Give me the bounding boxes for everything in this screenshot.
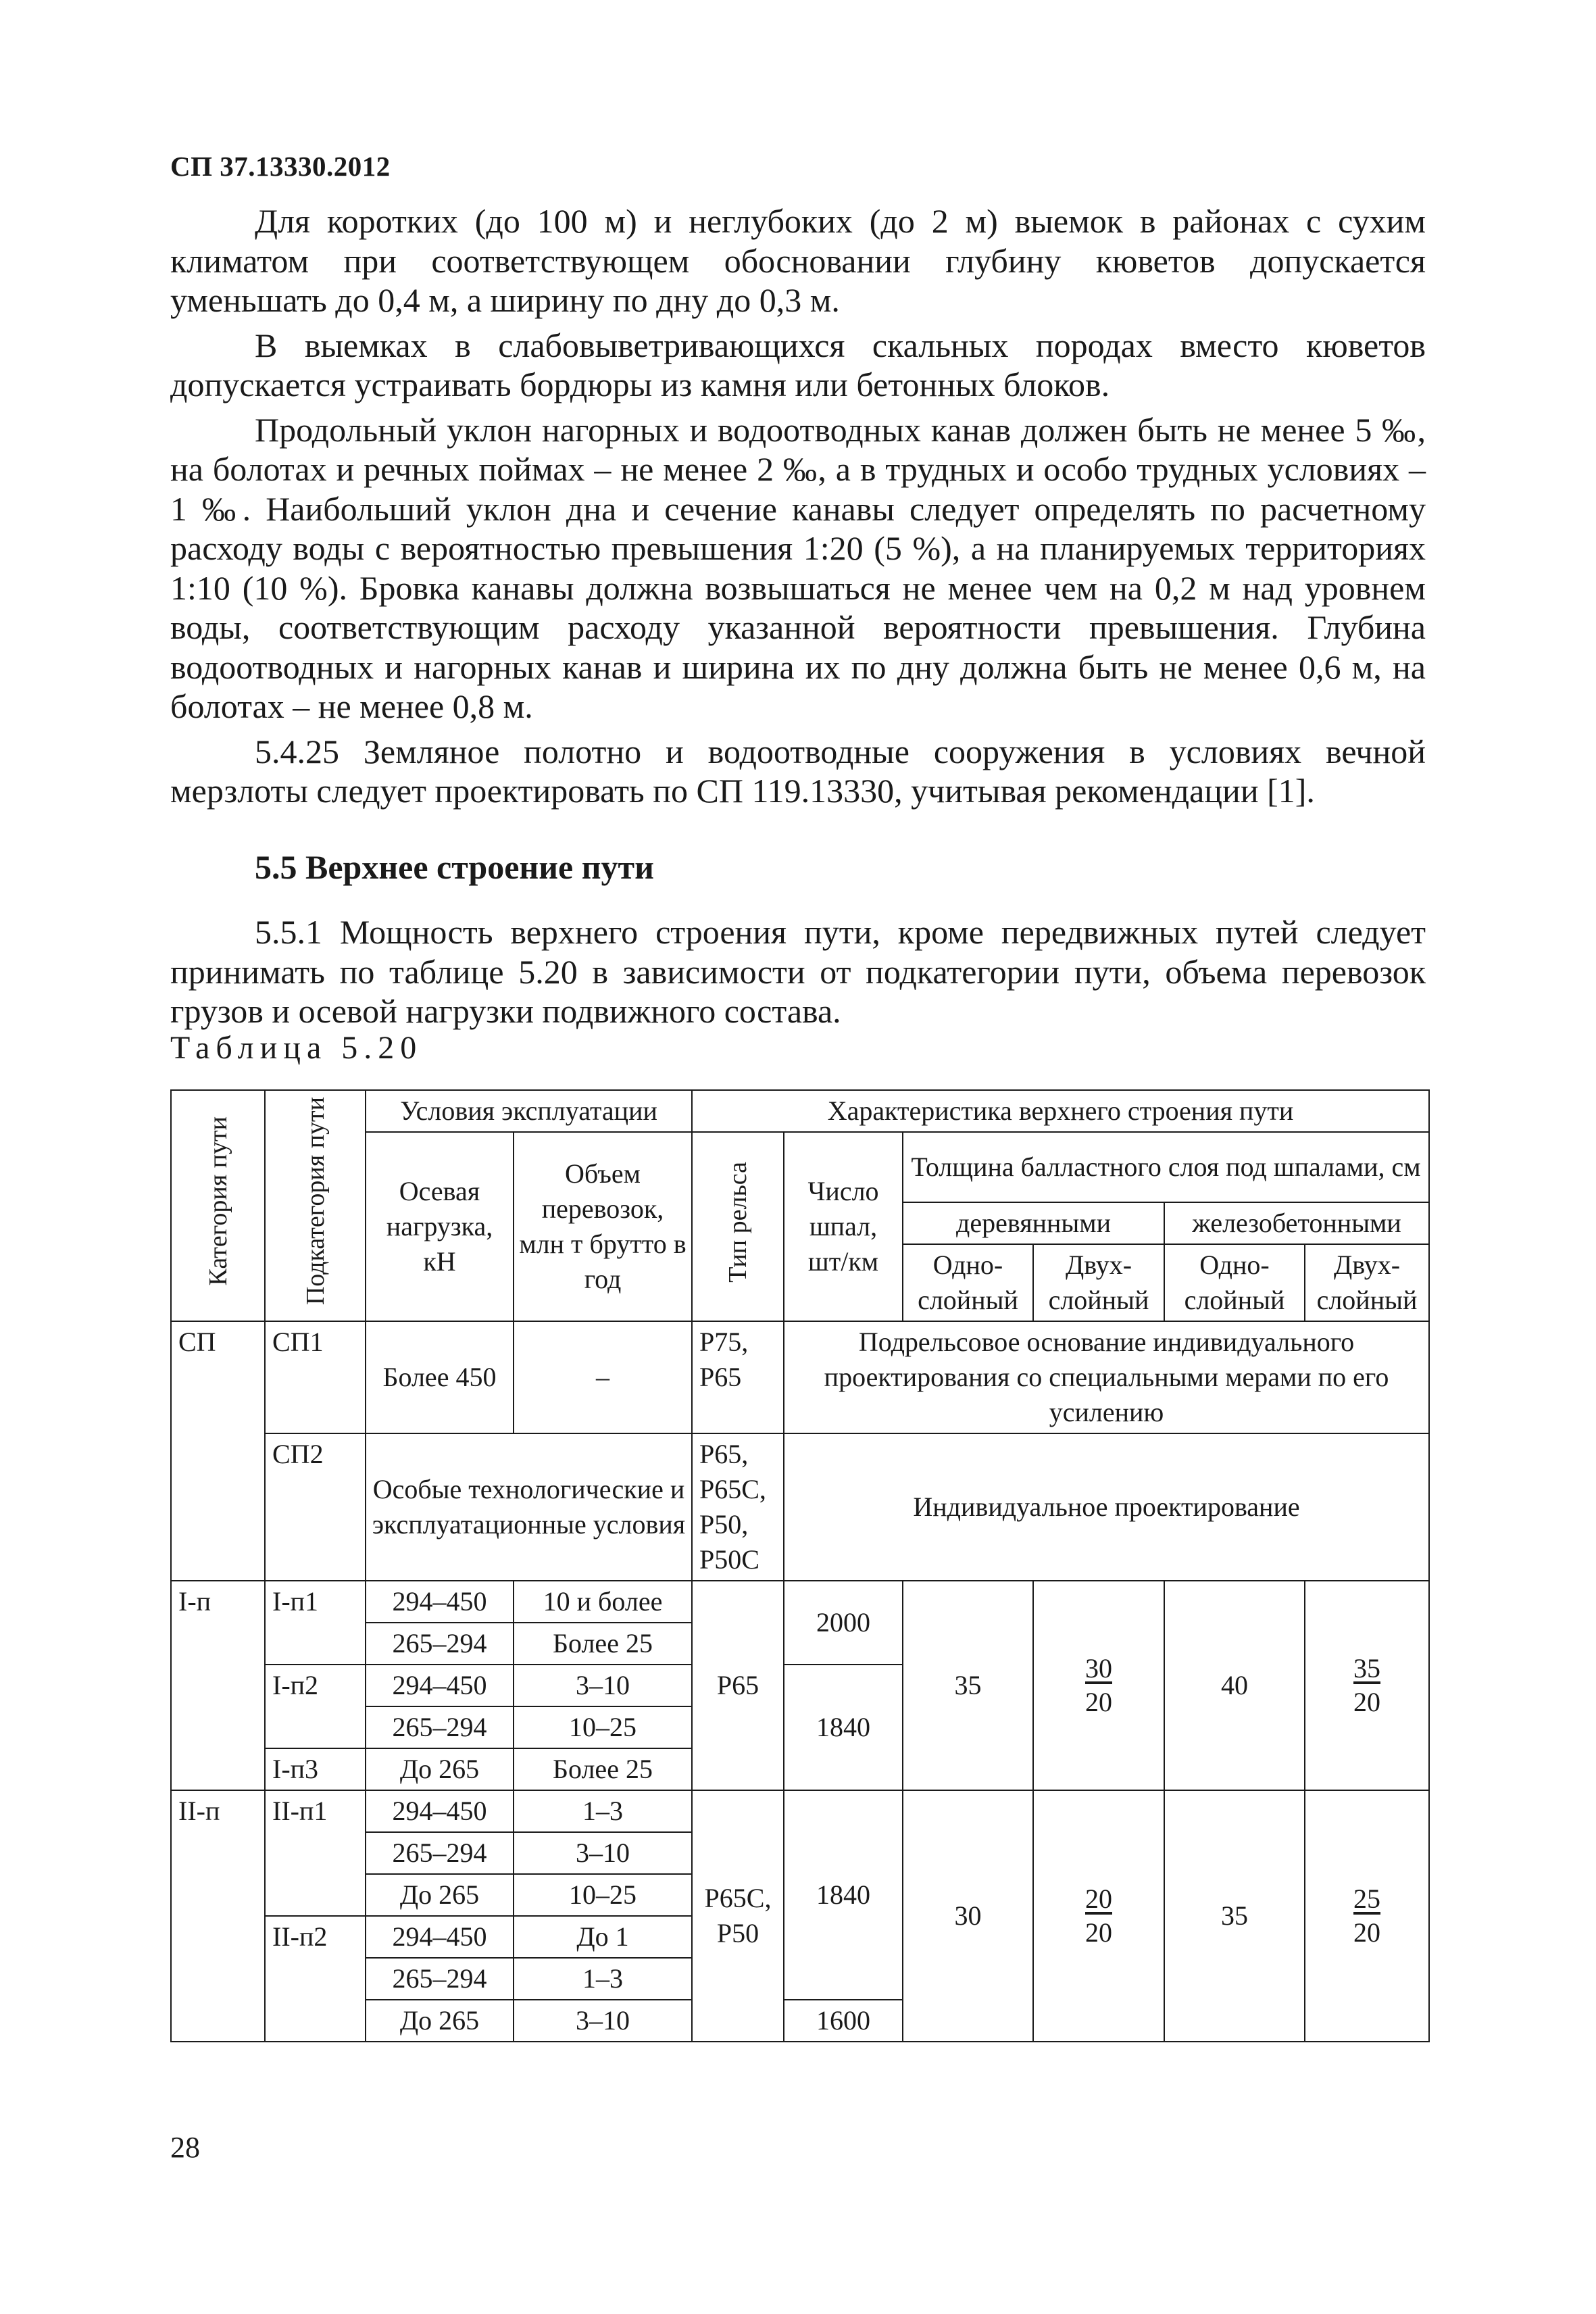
table-cell-axle-load: 294–450 — [366, 1790, 514, 1832]
table-cell-axle-load: 265–294 — [366, 1832, 514, 1874]
sp1-design-note: Подрельсовое основание индивидуального проектирования со специальными мерами по его усилению — [784, 1321, 1429, 1433]
paragraph-short-cuttings: Для коротких (до 100 м) и неглубоких (до 2 м) выемок в районах с сухим климатом при соответствующем обосновании глубину кюветов допускается уменьшать до 0,4 м, а ширину по дну до 0,3 м. — [170, 202, 1426, 319]
subcategory-sp1: СП1 — [265, 1321, 366, 1433]
header-concrete-double-layer: Двух-слойный — [1305, 1244, 1429, 1321]
table-cell-axle-load: До 265 — [366, 1748, 514, 1790]
sp2-rail-type: Р65, Р65С, Р50, Р50С — [692, 1433, 784, 1581]
ip-concrete-double-denominator: 20 — [1353, 1686, 1380, 1717]
subcategory-ip1: I-п1 — [265, 1581, 366, 1665]
subcategory-iip2: II-п2 — [265, 1916, 366, 2042]
page-number: 28 — [170, 2131, 200, 2164]
subcategory-sp2: СП2 — [265, 1433, 366, 1581]
header-concrete-single-layer: Одно-слойный — [1164, 1244, 1305, 1321]
iip-concrete-double-numerator: 25 — [1353, 1883, 1380, 1914]
ip-wood-double-denominator: 20 — [1085, 1686, 1112, 1717]
document-code-header: СП 37.13330.2012 — [170, 151, 391, 182]
sp2-conditions: Особые технологические и эксплуатационные условия — [366, 1433, 692, 1581]
subcategory-ip2: I-п2 — [265, 1665, 366, 1748]
iip-concrete-single: 35 — [1164, 1790, 1305, 2042]
header-concrete-sleepers: железобетонными — [1164, 1202, 1429, 1244]
category-sp: СП — [171, 1321, 265, 1581]
iip-concrete-double — [1305, 1790, 1429, 2042]
table-cell-traffic-volume: Более 25 — [514, 1748, 692, 1790]
table-cell-traffic-volume: 10 и более — [514, 1581, 692, 1623]
iip-wood-double-denominator: 20 — [1085, 1917, 1112, 1948]
table-cell-traffic-volume: 3–10 — [514, 1832, 692, 1874]
table-cell-axle-load: 294–450 — [366, 1581, 514, 1623]
category-iip: II-п — [171, 1790, 265, 2042]
ip-concrete-double-numerator: 35 — [1353, 1652, 1380, 1683]
ip-concrete-single: 40 — [1164, 1581, 1305, 1790]
iip-sleepers-1600: 1600 — [784, 2000, 903, 2042]
paragraph-longitudinal-slope: Продольный уклон нагорных и водоотводных канав должен быть не менее 5 ‰, на болотах и речных поймах – не менее 2 ‰, а в трудных и особо трудных условиях – 1 ‰. Наибольший уклон дна и сечение канавы следует определять по расчетному расходу воды с вероятностью превышения 1:20 (5 %), а на планируемых территориях 1:10 (10 %). Бровка канавы должна возвышаться не менее чем на 0,2 м над уровнем воды, соответствующим расходу указанной вероятности превышения. Глубина водоотводных и нагорных канав и ширина их по дну должна быть не менее 0,6 м, на болотах – не менее 0,8 м. — [170, 410, 1426, 725]
ip-sleepers-1840: 1840 — [784, 1665, 903, 1790]
table-cell-traffic-volume: 10–25 — [514, 1706, 692, 1748]
sp1-traffic-volume: – — [514, 1321, 692, 1433]
paragraph-rock-cuttings: В выемках в слабовыветривающихся скальных породах вместо кюветов допускается устраивать бордюры из камня или бетонных блоков. — [170, 326, 1426, 403]
header-wood-single-layer: Одно-слойный — [903, 1244, 1033, 1321]
header-wood-double-layer: Двух-слойный — [1033, 1244, 1164, 1321]
iip-wood-single: 30 — [903, 1790, 1033, 2042]
body-text — [170, 201, 1426, 1037]
table-cell-traffic-volume: 3–10 — [514, 1665, 692, 1706]
iip-concrete-double-denominator: 20 — [1353, 1917, 1380, 1948]
iip-rail-type: Р65С, Р50 — [692, 1790, 784, 2042]
iip-sleepers-1840: 1840 — [784, 1790, 903, 2000]
table-cell-axle-load: 294–450 — [366, 1665, 514, 1706]
table-cell-traffic-volume: 1–3 — [514, 1790, 692, 1832]
table-cell-axle-load: 294–450 — [366, 1916, 514, 1958]
table-cell-axle-load: 265–294 — [366, 1623, 514, 1665]
paragraph-5-5-1: 5.5.1 Мощность верхнего строения пути, кроме передвижных путей следует принимать по таблице 5.20 в зависимости от подкатегории пути, объема перевозок грузов и осевой нагрузки подвижного состава. — [170, 913, 1426, 1030]
table-cell-traffic-volume: 10–25 — [514, 1874, 692, 1916]
header-subcategory: Подкатегория пути — [265, 1090, 366, 1321]
subcategory-ip3: I-п3 — [265, 1748, 366, 1790]
ip-wood-double — [1033, 1581, 1164, 1790]
sp2-design-note: Индивидуальное проектирование — [784, 1433, 1429, 1581]
table-cell-traffic-volume: До 1 — [514, 1916, 692, 1958]
header-rail-type: Тип рельса — [692, 1132, 784, 1321]
table-cell-axle-load: 265–294 — [366, 1958, 514, 2000]
header-traffic-volume: Объем перевозок, млн т брутто в год — [514, 1132, 692, 1321]
sp1-axle-load: Более 450 — [366, 1321, 514, 1433]
iip-wood-double — [1033, 1790, 1164, 2042]
ip-concrete-double — [1305, 1581, 1429, 1790]
header-wooden-sleepers: деревянными — [903, 1202, 1164, 1244]
header-ballast-thickness: Толщина балластного слоя под шпалами, см — [903, 1132, 1429, 1202]
category-ip: I-п — [171, 1581, 265, 1790]
header-sleeper-count: Число шпал, шт/км — [784, 1132, 903, 1321]
table-cell-traffic-volume: 3–10 — [514, 2000, 692, 2042]
header-operating-conditions: Условия эксплуатации — [366, 1090, 692, 1132]
subcategory-iip1: II-п1 — [265, 1790, 366, 1916]
track-superstructure-table — [170, 1089, 1430, 2042]
ip-wood-single: 35 — [903, 1581, 1033, 1790]
section-title-5-5: 5.5 Верхнее строение пути — [255, 847, 654, 886]
header-superstructure-characteristics: Характеристика верхнего строения пути — [692, 1090, 1429, 1132]
table-cell-axle-load: До 265 — [366, 2000, 514, 2042]
table-cell-axle-load: До 265 — [366, 1874, 514, 1916]
header-category: Категория пути — [171, 1090, 265, 1321]
iip-wood-double-numerator: 20 — [1085, 1883, 1112, 1914]
table-cell-traffic-volume: 1–3 — [514, 1958, 692, 2000]
sp1-rail-type: Р75, Р65 — [692, 1321, 784, 1433]
ip-rail-type: Р65 — [692, 1581, 784, 1790]
paragraph-5-4-25: 5.4.25 Земляное полотно и водоотводные сооружения в условиях вечной мерзлоты следует проектировать по СП 119.13330, учитывая рекомендации [1]. — [170, 732, 1426, 810]
ip-sleepers-2000: 2000 — [784, 1581, 903, 1665]
table-cell-axle-load: 265–294 — [366, 1706, 514, 1748]
table-caption: Таблица 5.20 — [170, 1030, 423, 1066]
table-cell-traffic-volume: Более 25 — [514, 1623, 692, 1665]
ip-wood-double-numerator: 30 — [1085, 1652, 1112, 1683]
header-axle-load: Осевая нагрузка, кН — [366, 1132, 514, 1321]
